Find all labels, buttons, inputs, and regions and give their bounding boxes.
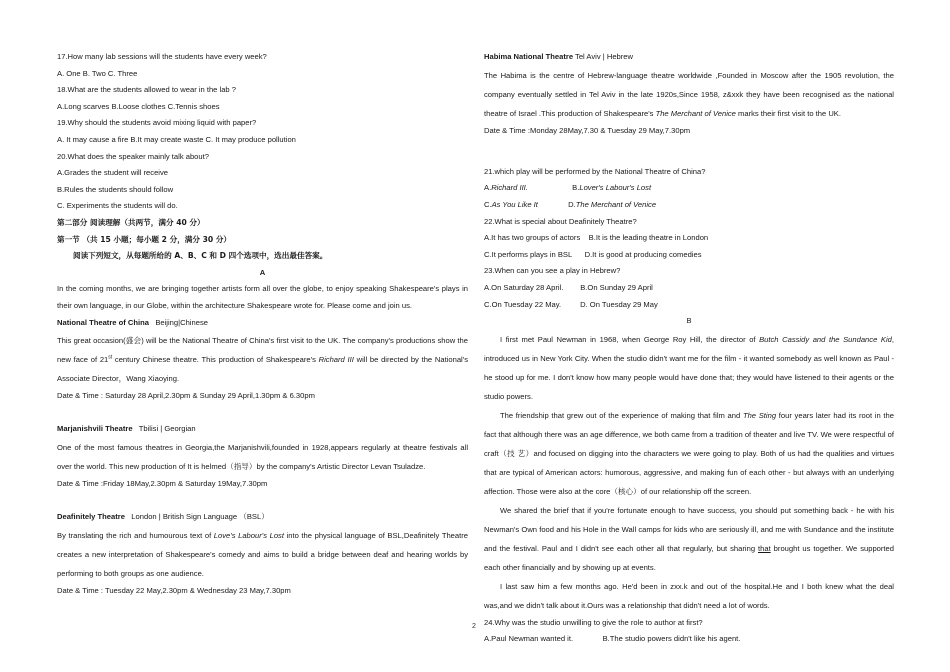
question-20: 20.What does the speaker mainly talk about? bbox=[57, 151, 209, 161]
question-22-options-cd: C.It performs plays in BSL D.It is good at producing comedies bbox=[484, 249, 702, 259]
deafinitely-location: London | British Sign Language （BSL） bbox=[131, 512, 269, 522]
deafinitely-title: Deafinitely Theatre bbox=[57, 512, 125, 522]
deafinitely-paragraph: By translating the rich and humourous text of Love's Labour's Lost into the physical language of BSL,Deafinitely Theatre creates a new interpretation of Shakespeare's comedy and aims to build a bridge between deaf and hearing worlds by performing to both groups as one audience. bbox=[57, 530, 468, 578]
nt-china-date: Date & Time : Saturday 28 April,2.30pm & Sunday 29 April,1.30pm & 6.30pm bbox=[57, 391, 315, 401]
question-18: 18.What are the students allowed to wear in the lab ? bbox=[57, 85, 236, 95]
nt-china-location: Beijing|Chinese bbox=[155, 317, 208, 327]
question-22: 22.What is special about Deafinitely Theatre? bbox=[484, 216, 637, 226]
question-20-option-c: C. Experiments the students will do. bbox=[57, 201, 178, 211]
marjanishvili-heading bbox=[57, 421, 468, 438]
question-19: 19.Why should the students avoid mixing liquid with paper? bbox=[57, 118, 257, 128]
habima-date: Date & Time :Monday 28May,7.30 & Tuesday 29 May,7.30pm bbox=[484, 125, 691, 135]
reading-instructions: 阅读下列短文，从每题所给的 A、B、C 和 D 四个选项中，选出最佳答案。 bbox=[73, 251, 328, 261]
question-21-options-cd: C.As You Like It D.The Merchant of Venice bbox=[484, 199, 657, 209]
question-19-options: A. It may cause a fire B.It may create waste C. It may produce pollution bbox=[57, 134, 296, 144]
passage-b-paragraph-2: The friendship that grew out of the experience of making that film and The Sting four years later had its root in the fact that although there was an age difference, we both came from a tradition of theater and live TV. We were respectful of craft（技 艺）and focused on digging into the characters we were going to play. Both of us had the qualities and virtues that are typical of American actors: humorous, aggressive, and making fun of each other - but always with an underlying affection. Those were also at the core（核心）of our relationship off the screen. bbox=[484, 410, 894, 496]
nt-china-heading bbox=[57, 315, 468, 332]
habima-paragraph: The Habima is the centre of Hebrew-language theatre worldwide ,Founded in Moscow after the 1905 revolution, the company eventually settled in Tel Aviv in the late 1920s,Since 1958, z&xxk they have been recognised as the national theatre of Israel .This production of Shakespeare's The Merchant of Venice marks their first visit to the UK. bbox=[484, 70, 894, 118]
page-number: 2 bbox=[472, 623, 476, 630]
marjanishvili-paragraph: One of the most famous theatres in Georgia,the Marjanishvili,founded in 1928,appears regularly at theatre festivals all over the world. This new production of It is helmed（指导）by the company's Artistic Director Levan Tsuladze. bbox=[57, 442, 468, 471]
question-18-options: A.Long scarves B.Loose clothes C.Tennis shoes bbox=[57, 101, 220, 111]
marjanishvili-location: Tbilisi | Georgian bbox=[138, 424, 196, 434]
the-sting-title: The Sting bbox=[742, 410, 777, 420]
question-21-options-ab: A.Richard III. B.Lover's Labour's Lost bbox=[484, 183, 652, 193]
butch-cassidy-title: Butch Cassidy and the Sundance Kid bbox=[759, 334, 892, 344]
question-24: 24.Why was the studio unwilling to give the role to author at first? bbox=[484, 617, 703, 627]
part-two-heading: 第二部分 阅读理解（共两节，满分 40 分） bbox=[57, 217, 205, 227]
right-column bbox=[484, 49, 894, 648]
passage-a-label: A bbox=[259, 267, 266, 277]
marjanishvili-date: Date & Time :Friday 18May,2.30pm & Saturday 19May,7.30pm bbox=[57, 478, 268, 488]
underlined-that: that bbox=[758, 543, 771, 553]
question-23: 23.When can you see a play in Hebrew? bbox=[484, 266, 621, 276]
question-17: 17.How many lab sessions will the students have every week? bbox=[57, 52, 267, 61]
deafinitely-heading bbox=[57, 509, 468, 526]
question-22-options-ab: A.It has two groups of actors B.It is the leading theatre in London bbox=[484, 233, 709, 243]
question-23-options-cd: C.On Tuesday 22 May. D. On Tuesday 29 May bbox=[484, 299, 658, 309]
question-17-options: A. One B. Two C. Three bbox=[57, 68, 138, 78]
passage-b-label: B bbox=[686, 316, 692, 326]
passage-a-intro: In the coming months, we are bringing together artists form all over the globe, to enjoy speaking Shakespeare's plays in their own language, in our Globe, within the architecture Shakespeare wrote for. Please come and join us. bbox=[57, 284, 468, 310]
left-column bbox=[57, 49, 468, 599]
question-20-option-b: B.Rules the students should follow bbox=[57, 184, 174, 194]
habima-heading bbox=[484, 49, 894, 66]
passage-b-paragraph-1: I first met Paul Newman in 1968, when George Roy Hill, the director of Butch Cassidy and the Sundance Kid, introduced us in New York City. When the studio didn't want me for the film - it wanted somebody as well known as Paul - he stood up for me. I don't know how many people would have done that; they would have listened to their agents or the studio powers. bbox=[484, 334, 894, 401]
marjanishvili-title: Marjanishvili Theatre bbox=[57, 424, 133, 434]
question-20-option-a: A.Grades the student will receive bbox=[57, 168, 169, 178]
habima-location: Tel Aviv | Hebrew bbox=[575, 52, 633, 61]
question-24-options-ab: A.Paul Newman wanted it. B.The studio powers didn't like his agent. bbox=[484, 634, 741, 644]
passage-b-paragraph-4: I last saw him a few months ago. He'd been in zxx.k and out of the hospital.He and I both knew what the deal was,and we didn't talk about it.Ours was a relationship that didn't need a lot of words. bbox=[484, 581, 894, 610]
habima-title: Habima National Theatre bbox=[484, 52, 574, 61]
passage-b-paragraph-3: We shared the brief that if you're fortunate enough to have success, you should put something back - he with his Newman's Own food and his Hole in the Wall camps for kids who are seriously ill, and me with Sundance and the institute and the festival. Paul and I didn't see each other all that regularly, but sharing that brought us together. We supported each other financially and by showing up at events. bbox=[484, 505, 894, 572]
habima-play-title: The Merchant of Venice bbox=[655, 108, 736, 118]
deafinitely-date: Date & Time : Tuesday 22 May,2.30pm & Wednesday 23 May,7.30pm bbox=[57, 585, 291, 595]
deafinitely-play-title: Love's Labour's Lost bbox=[213, 530, 284, 540]
question-23-options-ab: A.On Saturday 28 April. B.On Sunday 29 April bbox=[484, 282, 653, 292]
nt-china-title: National Theatre of China bbox=[57, 317, 149, 327]
question-21: 21.which play will be performed by the National Theatre of China? bbox=[484, 166, 706, 176]
nt-china-play-title: Richard III bbox=[318, 355, 354, 365]
nt-china-paragraph: This great occasion(盛会) will be the National Theatre of China's first visit to the UK. The company's productions show the new face of 21st century Chinese theatre. This production of Shakespeare's Richard III will be directed by the National's Associate Director，Wang Xiaoying. bbox=[57, 336, 468, 384]
section-one-heading: 第一节 （共 15 小题；每小题 2 分，满分 30 分） bbox=[57, 234, 232, 244]
